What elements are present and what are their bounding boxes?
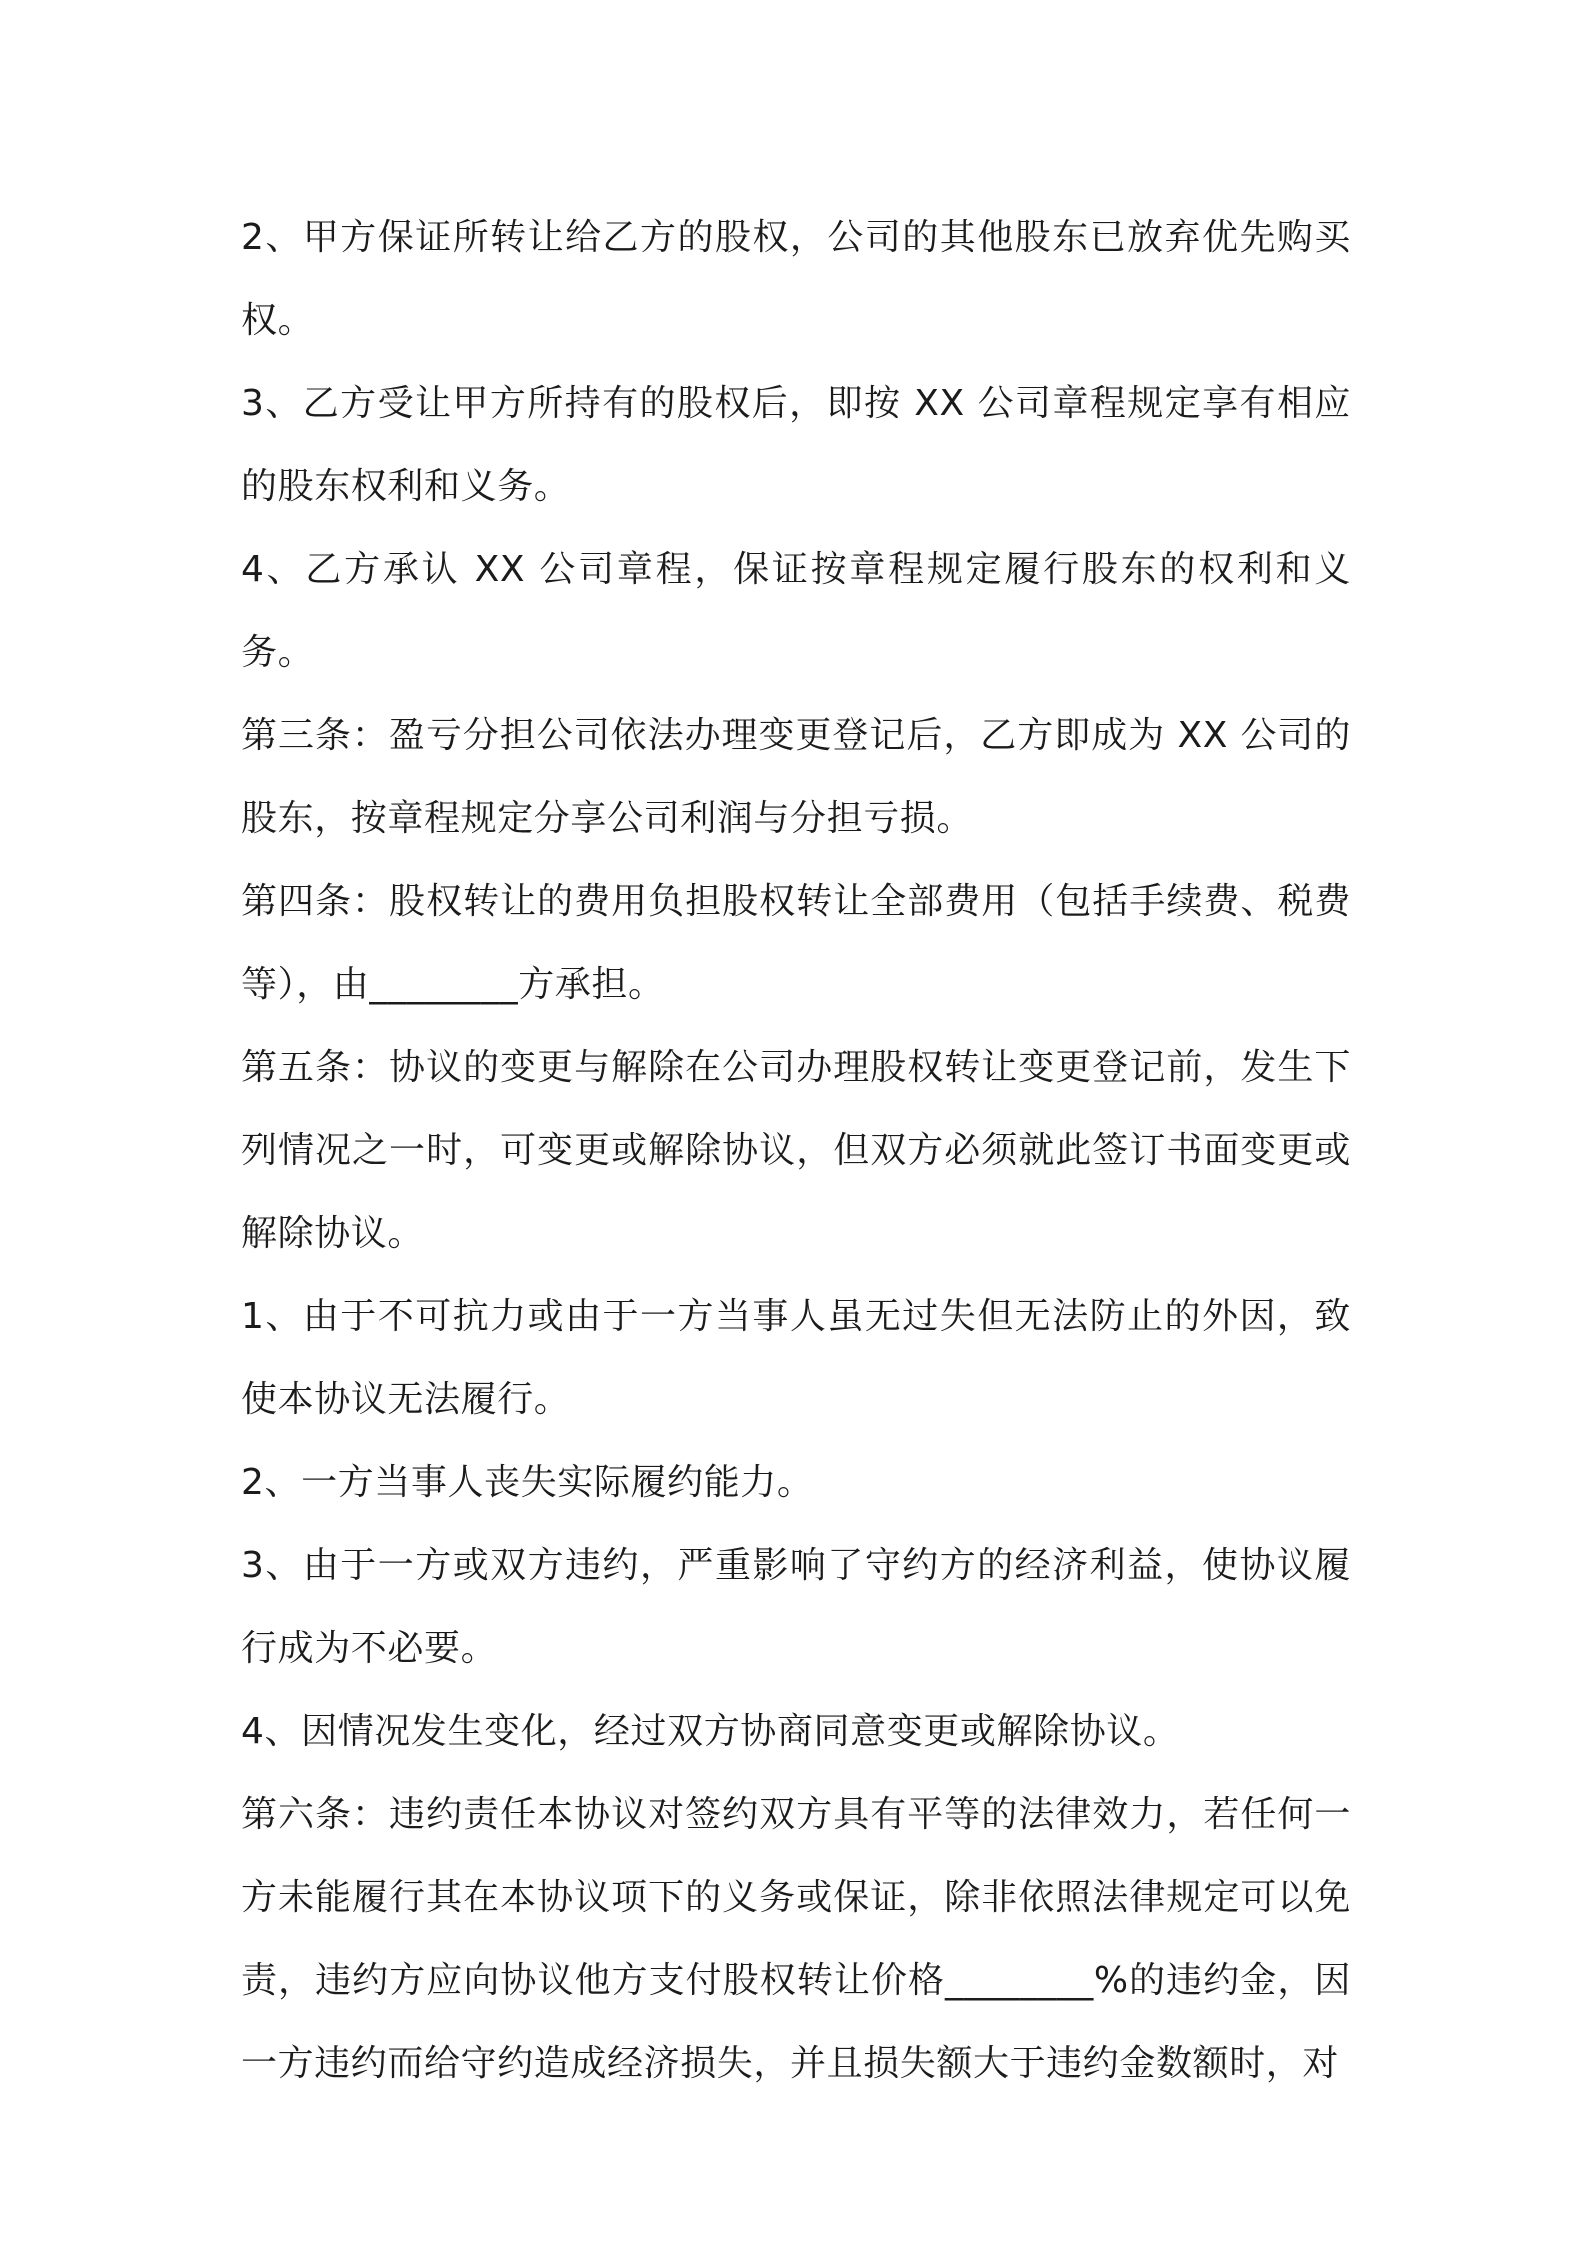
- condition-4-mutual-agreement: 4、因情况发生变化，经过双方协商同意变更或解除协议。: [241, 1711, 1180, 1752]
- document-body: [241, 196, 1351, 2105]
- article-5-change-termination: 第五条：协议的变更与解除在公司办理股权转让变更登记前，发生下列情况之一时，可变更或解除协议，但双方必须就此签订书面变更或解除协议。: [241, 1047, 1351, 1254]
- clause-2-transfer-guarantee: 2、甲方保证所转让给乙方的股权，公司的其他股东已放弃优先购买权。: [241, 217, 1351, 341]
- condition-1-force-majeure: 1、由于不可抗力或由于一方当事人虽无过失但无法防止的外因，致使本协议无法履行。: [241, 1296, 1351, 1420]
- article-4-transfer-fees: 第四条：股权转让的费用负担股权转让全部费用（包括手续费、税费等），由________方承担。: [241, 881, 1351, 1005]
- clause-3-shareholder-rights: 3、乙方受让甲方所持有的股权后，即按 XX 公司章程规定享有相应的股东权利和义务。: [241, 383, 1351, 507]
- clause-4-articles-acknowledgement: 4、乙方承认 XX 公司章程，保证按章程规定履行股东的权利和义务。: [241, 549, 1351, 673]
- article-6-breach-liability: 第六条：违约责任本协议对签约双方具有平等的法律效力，若任何一方未能履行其在本协议项下的义务或保证，除非依照法律规定可以免责，违约方应向协议他方支付股权转让价格________%的违约金，因一方违约而给守约造成经济损失，并且损失额大于违约金数额时，对: [241, 1794, 1351, 2084]
- condition-3-breach: 3、由于一方或双方违约，严重影响了守约方的经济利益，使协议履行成为不必要。: [241, 1545, 1351, 1669]
- condition-2-loss-of-capacity: 2、一方当事人丧失实际履约能力。: [241, 1462, 814, 1503]
- article-3-profit-loss: 第三条：盈亏分担公司依法办理变更登记后，乙方即成为 XX 公司的股东，按章程规定分享公司利润与分担亏损。: [241, 715, 1351, 839]
